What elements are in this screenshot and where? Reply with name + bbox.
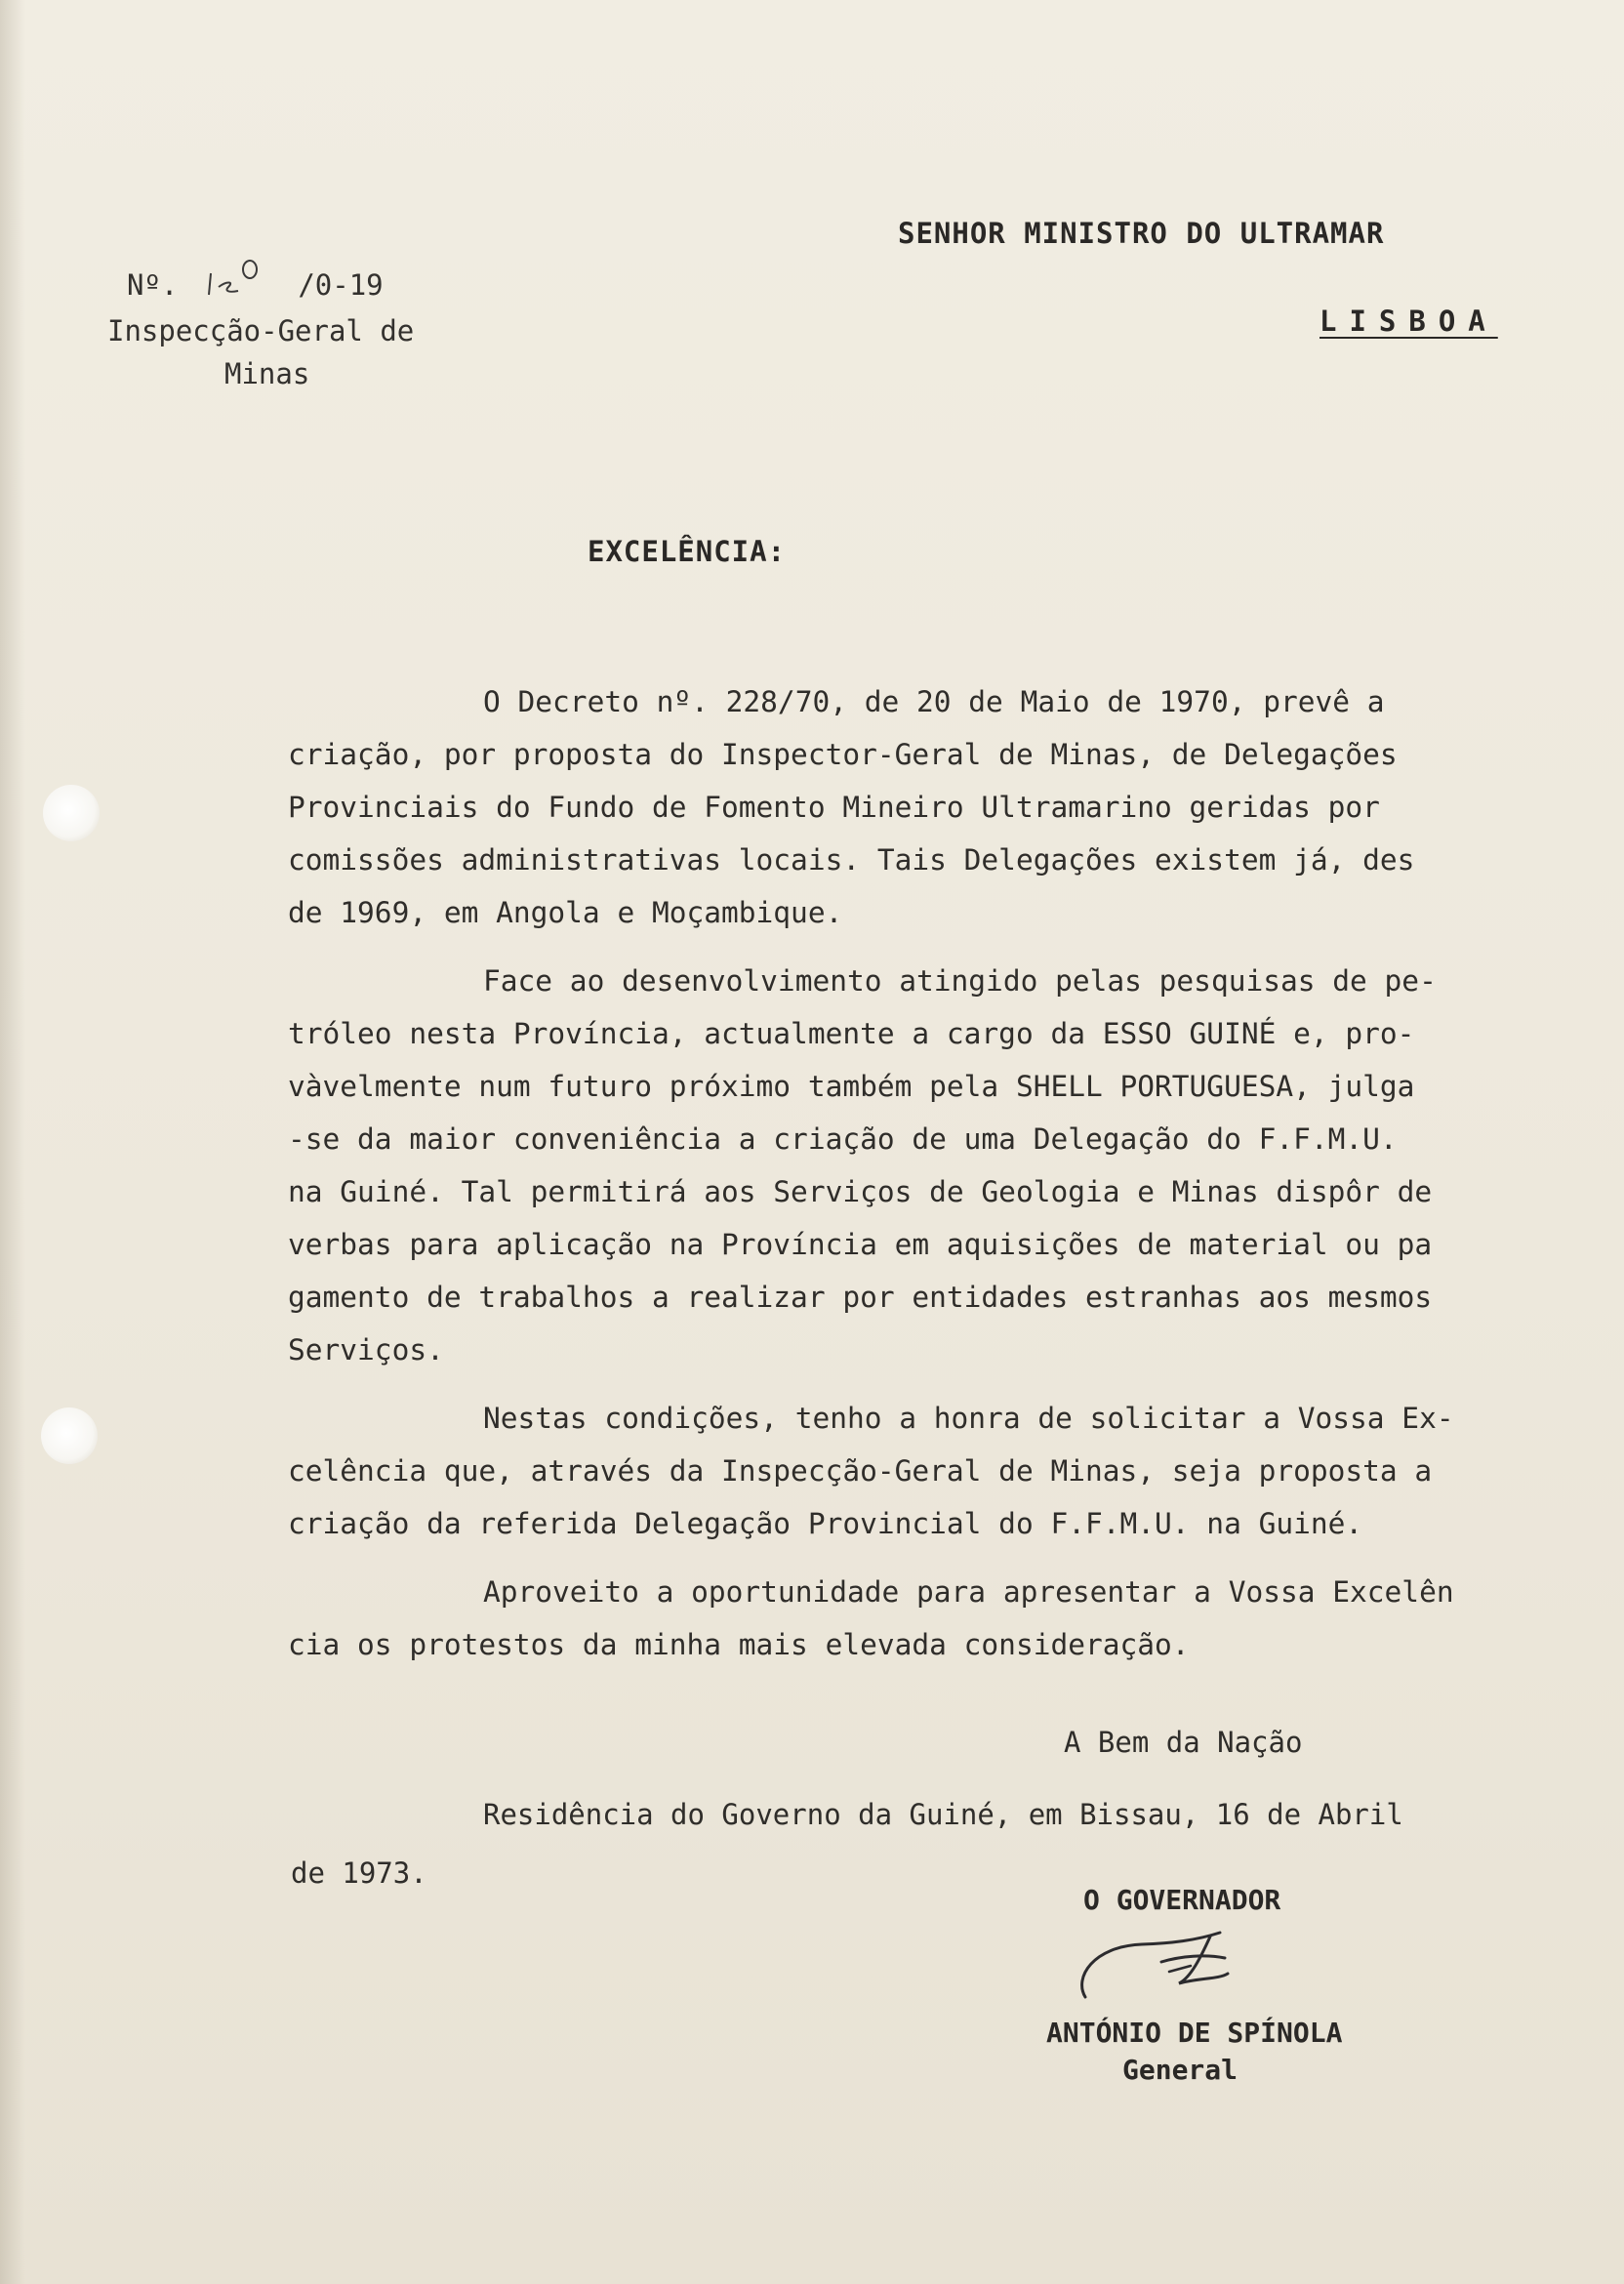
signatory-rank: General (1122, 2054, 1238, 2086)
body-line: Nestas condições, tenho a honra de solicitar a Vossa Ex- (483, 1402, 1454, 1435)
body-line: criação da referida Delegação Provincial do F.F.M.U. na Guiné. (288, 1507, 1363, 1540)
paragraph-4 (288, 1566, 1557, 1671)
body-line: Face ao desenvolvimento atingido pelas pesquisas de pe- (483, 964, 1437, 998)
paragraph-3 (288, 1392, 1557, 1550)
body-line: comissões administrativas locais. Tais Delegações existem já, des (288, 843, 1415, 877)
body-line: gamento de trabalhos a realizar por entidades estranhas aos mesmos (288, 1281, 1433, 1314)
reference-number-prefix: Nº. (127, 268, 179, 302)
punch-hole-bottom (41, 1407, 98, 1464)
signatory-name: ANTÓNIO DE SPÍNOLA (1046, 2017, 1343, 2049)
handwritten-signature (1064, 1919, 1259, 2007)
reference-number-suffix: /0-19 (298, 268, 384, 302)
body-line: Aproveito a oportunidade para apresentar a Vossa Excelên (483, 1575, 1454, 1609)
paragraph-2 (288, 955, 1557, 1376)
punch-hole-top (43, 785, 100, 841)
body-line: tróleo nesta Província, actualmente a cargo da ESSO GUINÉ e, pro- (288, 1017, 1415, 1050)
body-line: na Guiné. Tal permitirá aos Serviços de Geologia e Minas dispôr de (288, 1175, 1433, 1208)
body-line: Provinciais do Fundo de Fomento Mineiro Ultramarino geridas por (288, 791, 1380, 824)
department-line-1: Inspecção-Geral de (107, 314, 415, 347)
body-line: verbas para aplicação na Província em aquisições de material ou pa (288, 1228, 1433, 1261)
body-line: -se da maior conveniência a criação de uma Delegação do F.F.M.U. (288, 1122, 1398, 1156)
body-line: de 1969, em Angola e Moçambique. (288, 896, 843, 929)
signatory-role: O GOVERNADOR (1083, 1884, 1281, 1916)
addressee: SENHOR MINISTRO DO ULTRAMAR (898, 217, 1385, 250)
addressee-city: LISBOA (1320, 305, 1498, 338)
letter-body (288, 675, 1557, 1687)
body-line: celência que, através da Inspecção-Geral de Minas, seja proposta a (288, 1454, 1433, 1488)
salutation: EXCELÊNCIA: (588, 535, 787, 568)
body-line: vàvelmente num futuro próximo também pela SHELL PORTUGUESA, julga (288, 1070, 1415, 1103)
body-line: Serviços. (288, 1333, 444, 1366)
closing-motto: A Bem da Nação (1064, 1726, 1303, 1759)
place-date-line-2: de 1973. (291, 1856, 427, 1890)
body-line: O Decreto nº. 228/70, de 20 de Maio de 1970, prevê a (483, 685, 1385, 718)
body-line: cia os protestos da minha mais elevada consideração. (288, 1628, 1190, 1661)
place-date-line-1: Residência do Governo da Guiné, em Bissau, 16 de Abril (483, 1798, 1403, 1831)
body-line: criação, por proposta do Inspector-Geral de Minas, de Delegações (288, 738, 1398, 771)
handwritten-reference-number (199, 258, 277, 301)
department-line-2: Minas (224, 357, 310, 390)
reference-number (127, 258, 384, 302)
page-edge-shadow (0, 0, 25, 2284)
paragraph-1 (288, 675, 1557, 939)
